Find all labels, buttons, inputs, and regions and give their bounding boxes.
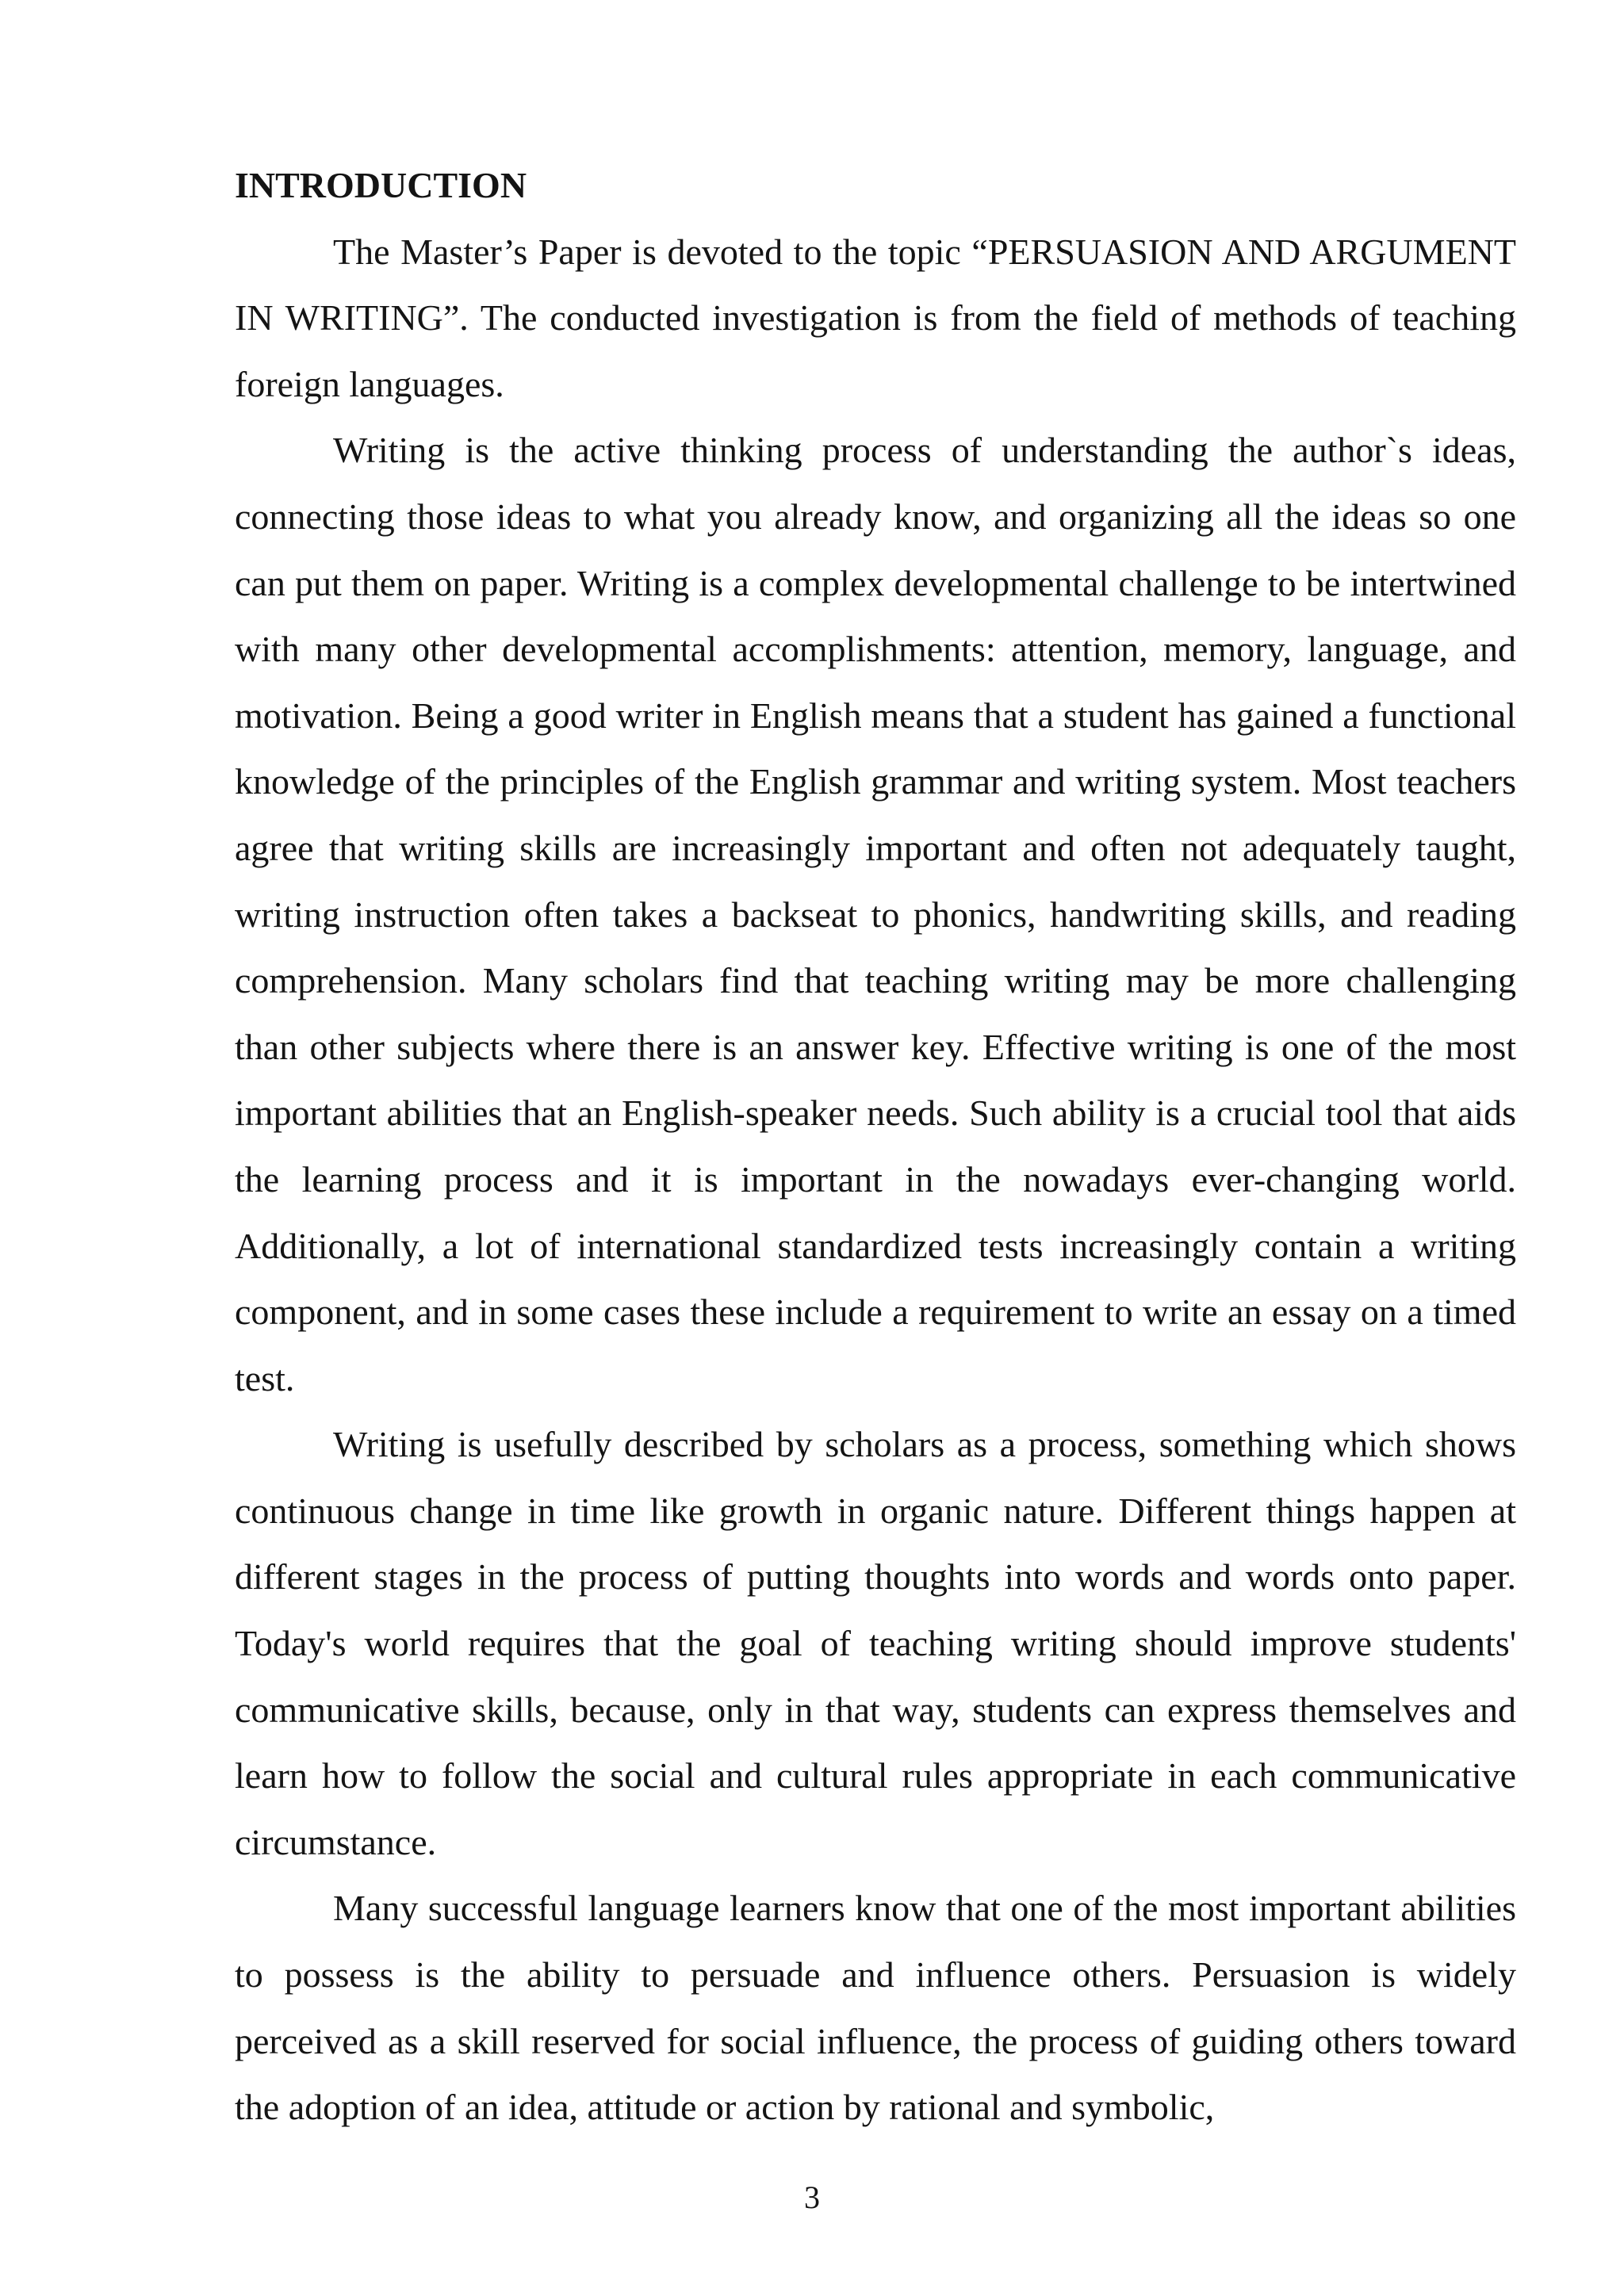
paragraph-persuasion: Many successful language learners know that one of the most important abilities to possess is the ability to persuade and influence others. Persuasion is widely perceived as a skill reserved for social influence, the process of guiding others toward the adoption of an idea, attitude or action by rational and symbolic,	[235, 1888, 1516, 2128]
section-heading: INTRODUCTION	[235, 165, 527, 205]
paragraph-writing-process: Writing is the active thinking process of understanding the author`s ideas, connecting those ideas to what you already know, and organizing all the ideas so one can put them on paper. Writing is a complex developmental challenge to be intertwined with many other developmental accomplishments: attention, memory, language, and motivation. Being a good writer in English means that a student has gained a functional knowledge of the principles of the English grammar and writing system. Most teachers agree that writing skills are increasingly important and often not adequately taught, writing instruction often takes a backseat to phonics, handwriting skills, and reading comprehension. Many scholars find that teaching writing may be more challenging than other subjects where there is an answer key. Effective writing is one of the most important abilities that an English-speaker needs. Such ability is a crucial tool that aids the learning process and it is important in the nowadays ever-changing world. Additionally, a lot of international standardized tests increasingly contain a writing component, and in some cases these include a requirement to write an essay on a timed test.	[235, 430, 1516, 1399]
page-number: 3	[804, 2179, 820, 2215]
paragraph-writing-described: Writing is usefully described by scholars as a process, something which shows continuous change in time like growth in organic nature. Different things happen at different stages in the process of putting thoughts into words and words onto paper. Today's world requires that the goal of teaching writing should improve students' communicative skills, because, only in that way, students can express themselves and learn how to follow the social and cultural rules appropriate in each communicative circumstance.	[235, 1424, 1516, 1862]
paragraph-topic: The Master’s Paper is devoted to the topic “PERSUASION AND ARGUMENT IN WRITING”. The conducted investigation is from the field of methods of teaching foreign languages.	[235, 231, 1516, 404]
page-content	[235, 152, 1516, 2141]
